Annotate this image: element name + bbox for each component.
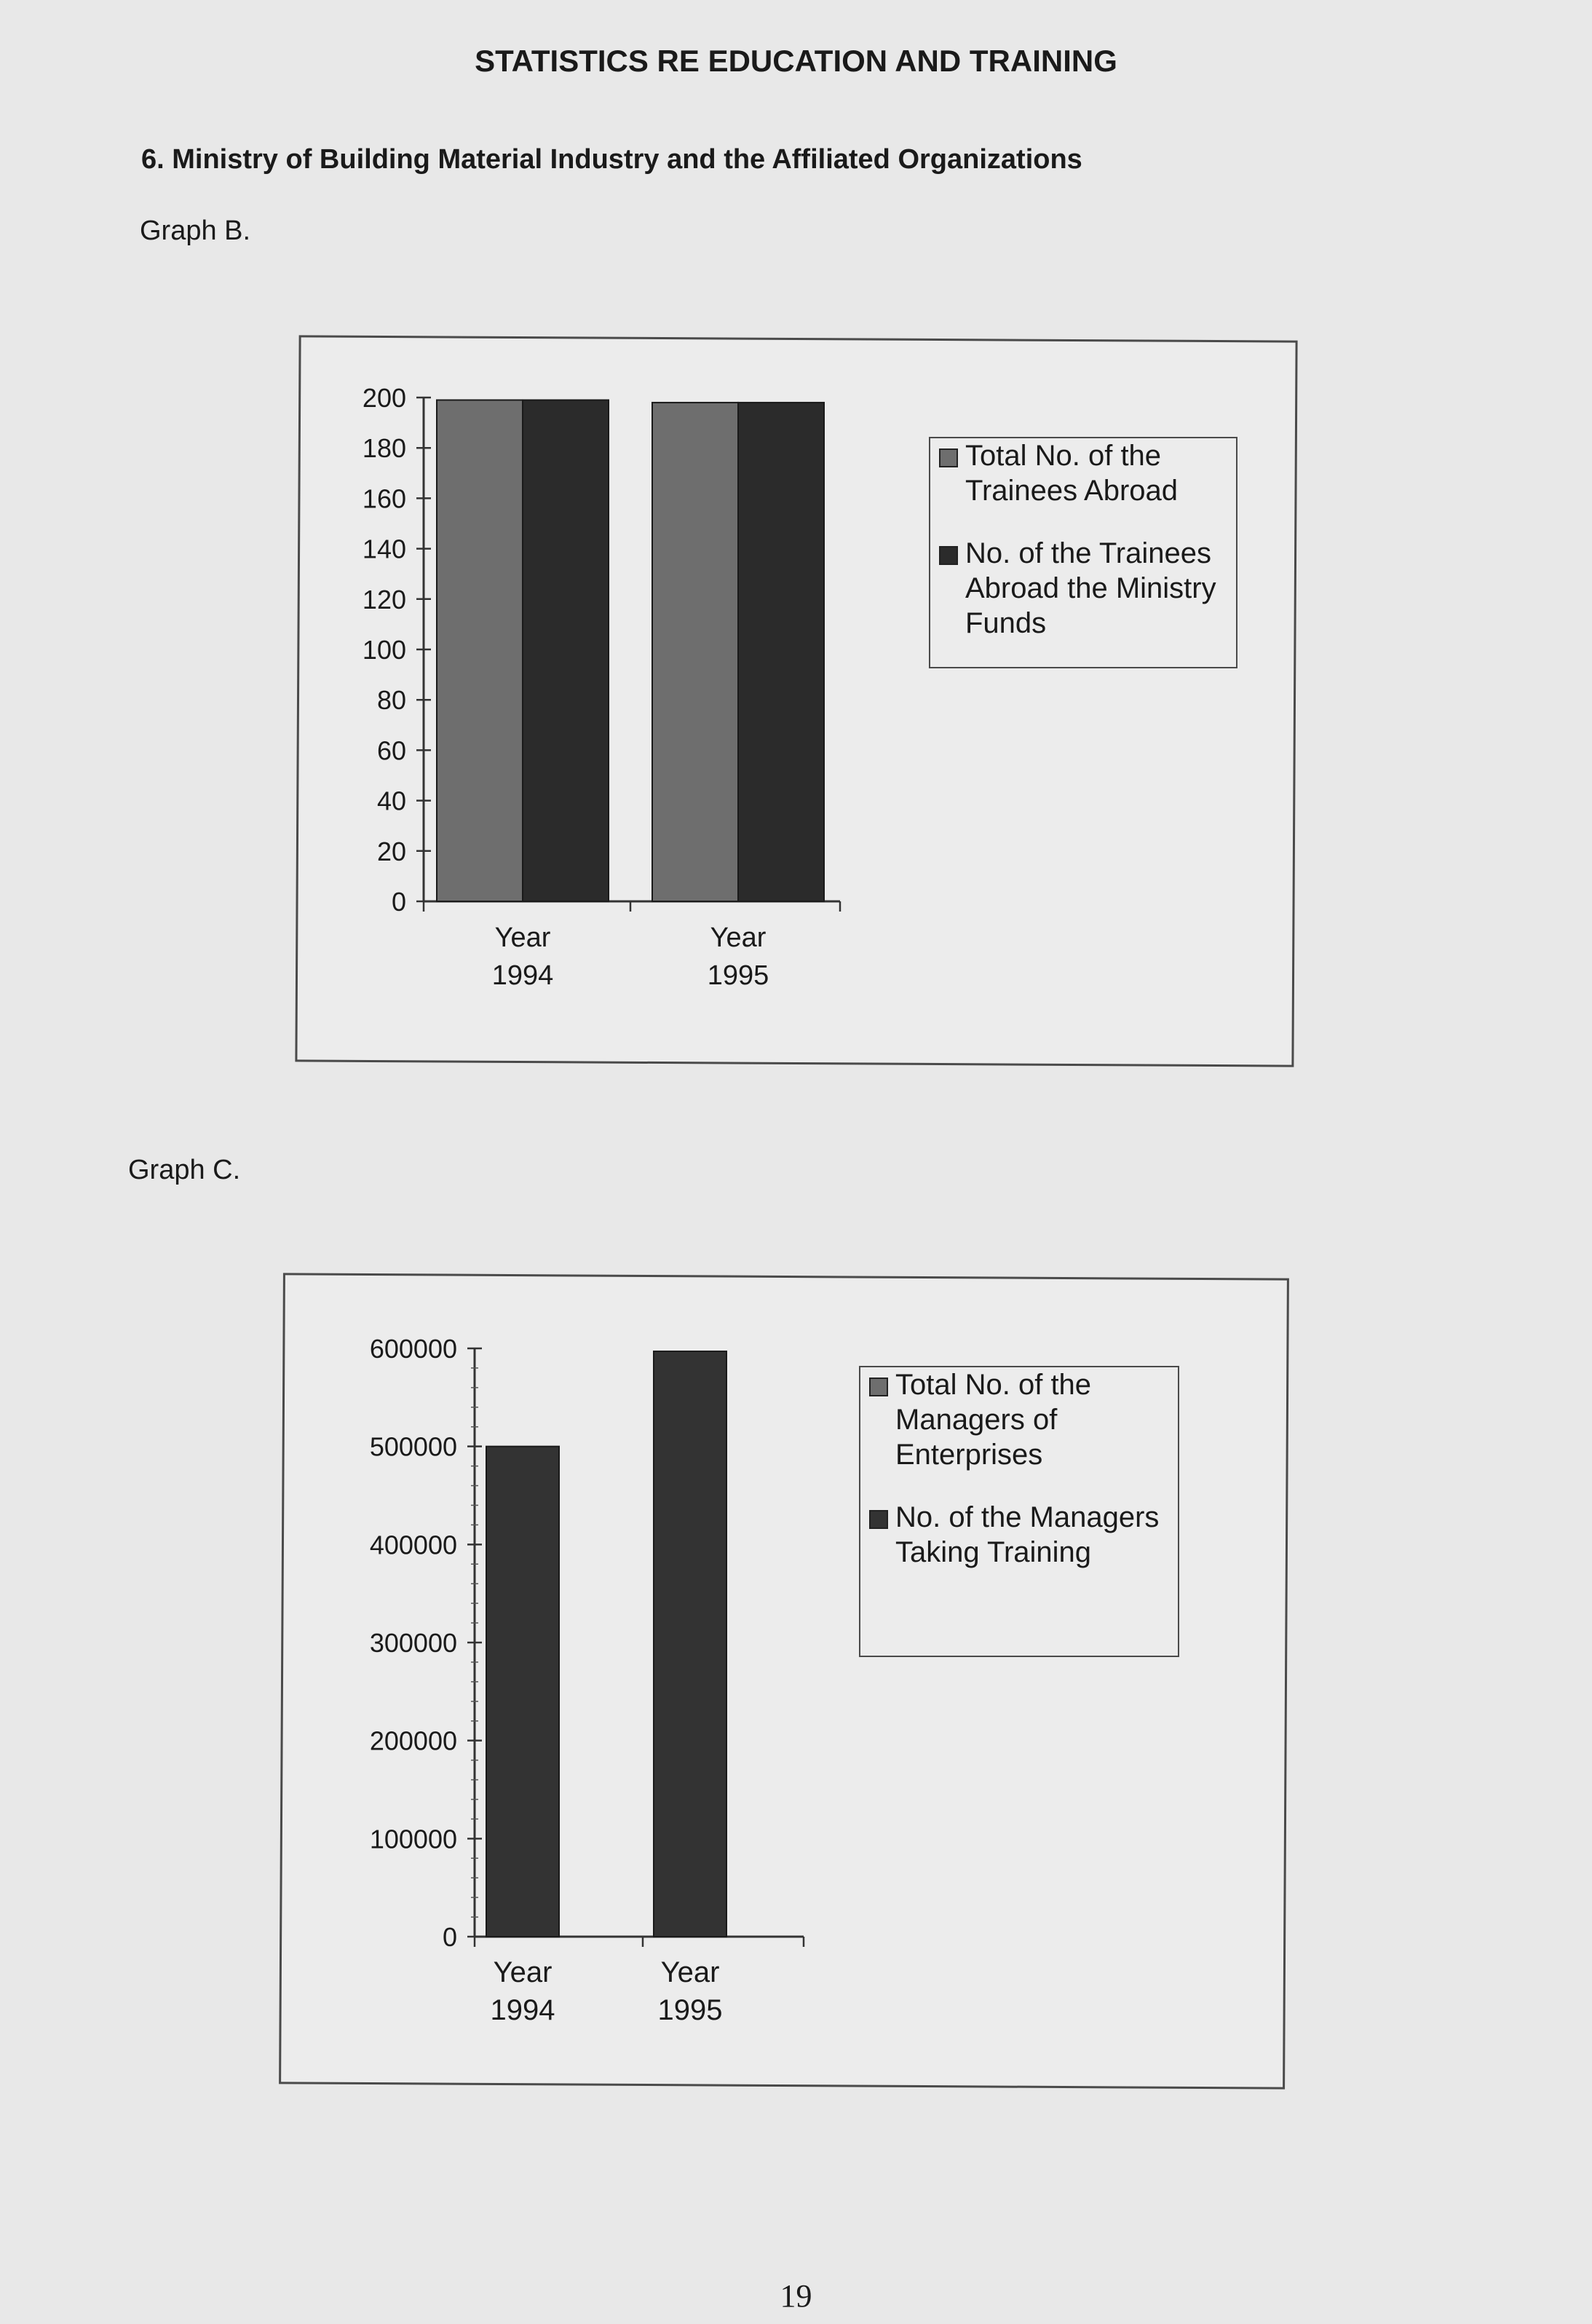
y-tick-label: 20 bbox=[376, 836, 406, 866]
legend-label: No. of the Managers Taking Training bbox=[895, 1501, 1160, 1568]
x-tick-label: 1995 bbox=[707, 960, 769, 991]
y-tick-label: 0 bbox=[391, 887, 406, 917]
legend-label: Total No. of the Trainees Abroad bbox=[965, 440, 1179, 507]
x-tick-label: Year bbox=[493, 1956, 553, 1988]
y-tick-label: 100 bbox=[362, 635, 406, 665]
y-tick-label: 100000 bbox=[369, 1824, 457, 1854]
legend-label: Total No. of the Managers of Enterprises bbox=[895, 1369, 1092, 1471]
y-tick-label: 120 bbox=[362, 584, 406, 614]
x-tick-label: Year bbox=[710, 922, 767, 953]
x-tick-label: 1994 bbox=[491, 960, 554, 991]
y-tick-label: 140 bbox=[362, 534, 406, 564]
y-tick-label: 80 bbox=[376, 685, 406, 716]
legend-label: No. of the Trainees Abroad the Ministry Funds bbox=[965, 537, 1216, 639]
legend-entry bbox=[860, 1500, 1178, 1570]
x-tick-label: 1995 bbox=[657, 1994, 723, 2026]
x-tick-label: Year bbox=[494, 922, 551, 953]
page-title: STATISTICS RE EDUCATION AND TRAINING bbox=[475, 44, 1117, 78]
x-tick-label: 1994 bbox=[490, 1994, 555, 2026]
bar bbox=[486, 1447, 559, 1937]
graph-c-label: Graph C. bbox=[128, 1155, 241, 1185]
page-number: 19 bbox=[780, 2278, 812, 2314]
graph-b-label: Graph B. bbox=[140, 216, 251, 246]
y-tick-label: 600000 bbox=[369, 1334, 457, 1364]
y-tick-label: 400000 bbox=[369, 1530, 457, 1560]
y-tick-label: 500000 bbox=[369, 1431, 457, 1462]
chart-c-legend bbox=[859, 1366, 1179, 1657]
y-tick-label: 160 bbox=[362, 483, 406, 514]
y-tick-label: 0 bbox=[442, 1922, 457, 1952]
y-tick-label: 180 bbox=[362, 433, 406, 464]
legend-swatch bbox=[869, 1510, 888, 1529]
y-tick-label: 200000 bbox=[369, 1726, 457, 1756]
section-heading: 6. Ministry of Building Material Industry and the Affiliated Organizations bbox=[141, 144, 1082, 175]
y-tick-label: 60 bbox=[376, 735, 406, 766]
y-tick-label: 200 bbox=[362, 383, 406, 413]
legend-entry bbox=[860, 1367, 1178, 1472]
bar bbox=[654, 1351, 726, 1937]
x-tick-label: Year bbox=[660, 1956, 720, 1988]
y-tick-label: 40 bbox=[376, 786, 406, 816]
legend-swatch bbox=[869, 1378, 888, 1396]
y-tick-label: 300000 bbox=[369, 1628, 457, 1658]
